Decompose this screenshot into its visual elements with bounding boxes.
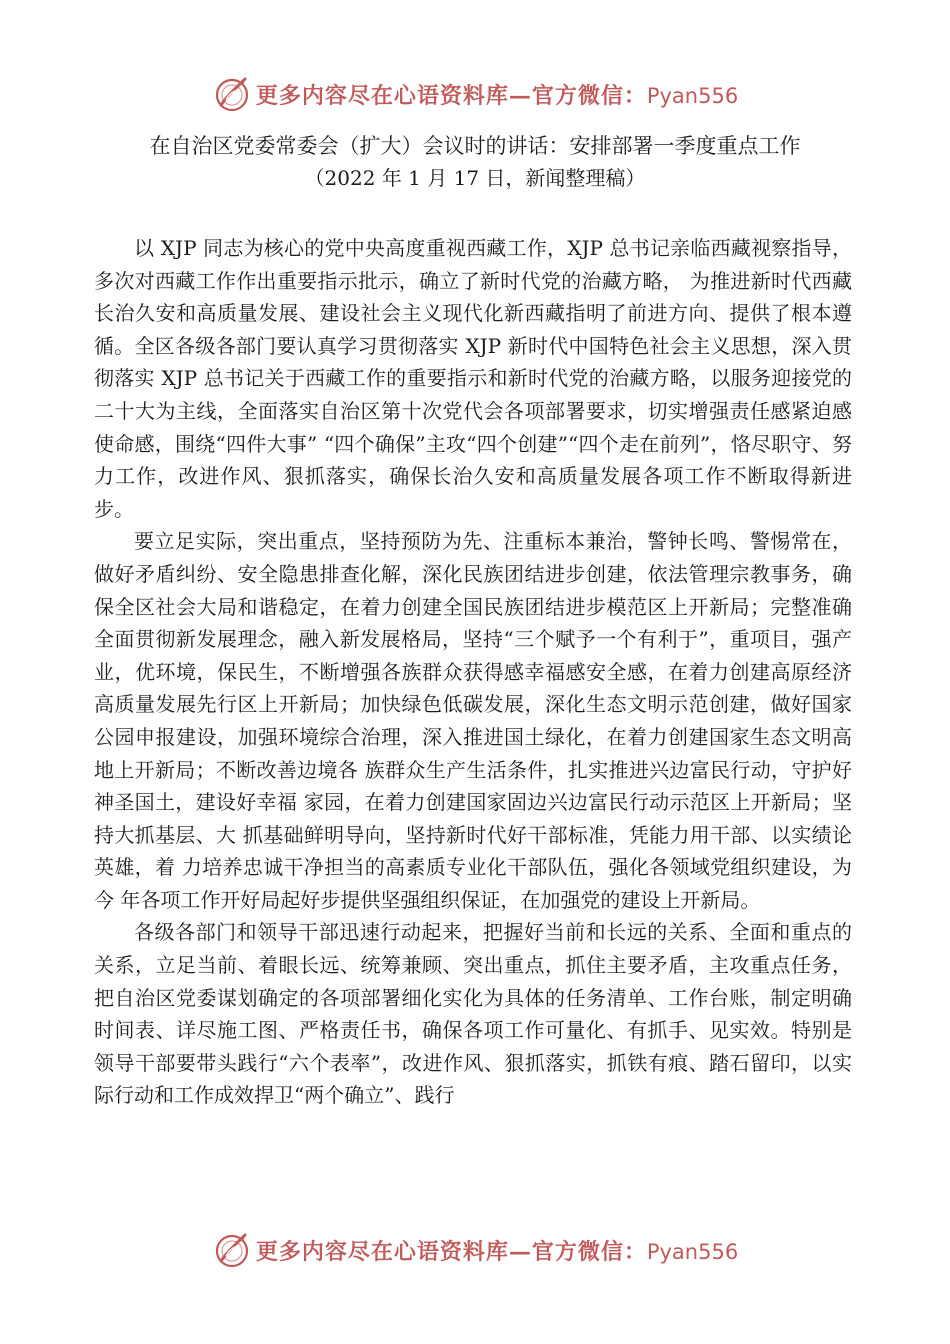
body-paragraph-3: 各级各部门和领导干部迅速行动起来，把握好当前和长远的关系、全面和重点的关系，立足当前、着眼长远、统筹兼顾、突出重点，抓住主要矛盾，主攻重点任务，把自治区党委谋划确定的各项部署细化实化为具体的任务清单、工作台账，制定明确时间表、详尽施工图、严格责任书，确保各项工作可量化、有抓手、见实效。特别是领导干部要带头践行“六个表率”，改进作风、狠抓落实，抓铁有痕、踏石留印，以实际行动和工作成效捍卫“两个确立”、践行	[94, 920, 852, 1108]
body-paragraph-2: 要立足实际，突出重点，坚持预防为先、注重标本兼治，警钟长鸣、警惕常在，做好矛盾纠纷、安全隐患排查化解，深化民族团结进步创建，依法管理宗教事务，确保全区社会大局和谐稳定，在着力创建全国民族团结进步模范区上开新局；完整准确全面贯彻新发展理念，融入新发展格局，坚持“三个赋予一个有利于”，重项目，强产业，优环境，保民生，不断增强各族群众获得感幸福感安全感，在着力创建高原经济高质量发展先行区上开新局；加快绿色低碳发展，深化生态文明示范创建，做好国家公园申报建设，加强环境综合治理，深入推进国土绿化，在着力创建国家生态文明高地上开新局；不断改善边境各 族群众生产生活条件，扎实推进兴边富民行动，守护好神圣国土，建设好幸福 家园，在着力创建国家固边兴边富民行动示范区上开新局；坚持大抓基层、大 抓基础鲜明导向，坚持新时代好干部标准，凭能力用干部、以实绩论英雄，着 力培养忠诚干净担当的高素质专业化干部队伍，强化各领域党组织建设，为今 年各项工作开好局起好步提供坚强组织保证，在加强党的建设上开新局。	[94, 529, 852, 912]
watermark-id: Pyan556	[646, 1239, 739, 1264]
watermark-text: 更多内容尽在心语资料库—官方微信：Pyan556	[255, 1238, 739, 1265]
document-subtitle: （2022 年 1 月 17 日，新闻整理稿）	[304, 166, 646, 190]
document-title: 在自治区党委常委会（扩大）会议时的讲话：安排部署一季度重点工作	[149, 134, 801, 158]
document-body	[94, 232, 852, 1112]
watermark-logo-icon	[212, 74, 252, 114]
watermark-text: 更多内容尽在心语资料库—官方微信：Pyan556	[255, 82, 739, 109]
watermark-logo-icon	[212, 1230, 252, 1270]
watermark-id: Pyan556	[646, 83, 739, 108]
body-paragraph-1: 以 XJP 同志为核心的党中央高度重视西藏工作，XJP 总书记亲临西藏视察指导，多次对西藏工作作出重要指示批示，确立了新时代党的治藏方略， 为推进新时代西藏长治久安和高质量发展、建设社会主义现代化新西藏指明了前进方向、提供了根本遵循。全区各级各部门要认真学习贯彻落实 XJP 新时代中国特色社会主义思想，深入贯彻落实 XJP 总书记关于西藏工作的重要指示和新时代党的治藏方略，以服务迎接党的二十大为主线，全面落实自治区第十次党代会各项部署要求，切实增强责任感紧迫感使命感，围绕“四件大事” “四个确保”主攻“四个创建”“四个走在前列”，恪尽职守、努力工作，改进作风、狠抓落实，确保长治久安和高质量发展各项工作不断取得新进步。	[94, 236, 852, 521]
watermark-banner-bottom	[0, 1228, 950, 1272]
watermark-banner-top	[0, 72, 950, 116]
